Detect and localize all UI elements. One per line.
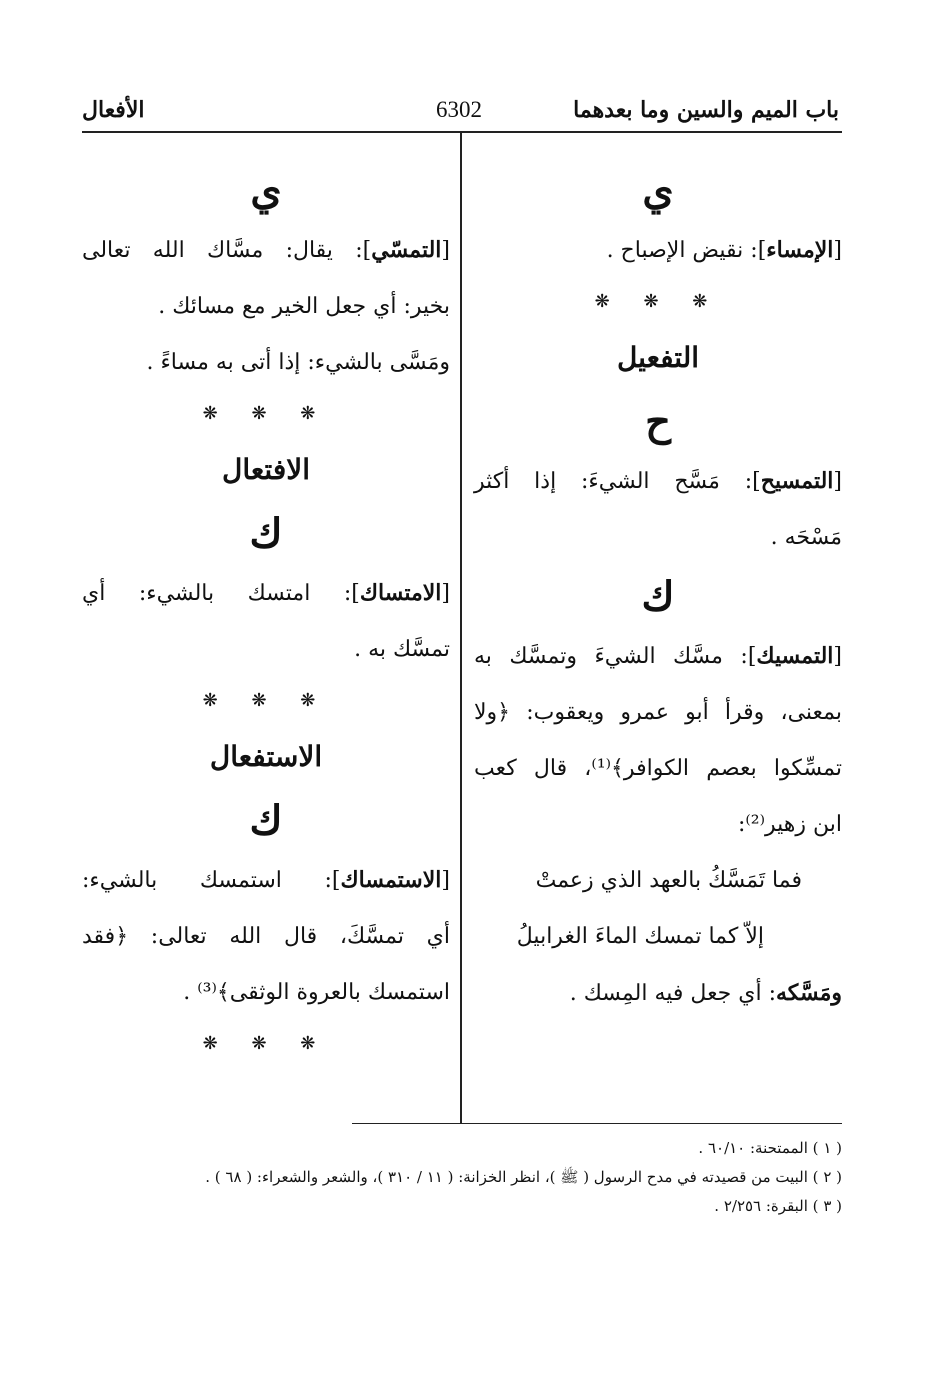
section-separator: ❋ ❋ ❋ xyxy=(202,1033,330,1054)
entry-line: تمسِّكوا بعصم الكوافر﴾⁽¹⁾، قال كعب xyxy=(474,756,842,781)
entry-text: : يقال: مسَّاك الله تعالى xyxy=(82,238,363,263)
section-title: التفعيل xyxy=(616,341,700,374)
entry-keyword: التمسيك xyxy=(756,643,834,669)
entry-line: [التمسيح]: مَسَّح الشيءَ: إذا أكثر xyxy=(474,468,842,494)
entry-text: : نقيض الإصباح . xyxy=(606,238,758,263)
entry-line: بخير: أي جعل الخير مع مسائك . xyxy=(158,294,450,319)
footnote: ( ٢ ) البيت من قصيدته في مدح الرسول ( ﷺ )، انظر الخزانة: ( ١١ / ٣١٠ )، والشعر والشعراء: ( ٦٨ ) . xyxy=(205,1168,842,1186)
entry-text: : استمسك بالشيء: xyxy=(82,868,332,893)
entry-line: ابن زهير⁽²⁾: xyxy=(737,812,842,837)
entry-keyword: التمسّي xyxy=(371,237,442,263)
footnote: ( ١ ) الممتحنة: ٦٠/١٠ . xyxy=(698,1139,842,1157)
right-column xyxy=(474,160,842,1022)
letter-heading: ك xyxy=(641,573,675,620)
letter-heading: ي xyxy=(250,167,282,214)
entry-line: ومَسَّى بالشيء: إذا أتى به مساءً . xyxy=(146,350,450,375)
footnote: ( ٣ ) البقرة: ٢/٢٥٦ . xyxy=(714,1197,842,1215)
entry-line: [الاستمساك]: استمسك بالشيء: xyxy=(82,867,450,893)
section-title: الافتعال xyxy=(222,453,310,486)
entry-keyword: الامتساك xyxy=(359,580,442,606)
running-header-section: الأفعال xyxy=(82,97,145,123)
entry-line: [الإمساء]: نقيض الإصباح . xyxy=(606,237,842,263)
footnote-rule xyxy=(352,1123,842,1124)
entry-text: : امتسك بالشيء: أي xyxy=(82,581,352,606)
entry-keyword: الإمساء xyxy=(766,237,834,263)
entry-keyword: التمسيح xyxy=(760,468,834,494)
footnotes xyxy=(102,1134,842,1221)
letter-heading: ك xyxy=(249,510,283,557)
entry-line: مَسْحَه . xyxy=(770,525,842,550)
section-separator: ❋ ❋ ❋ xyxy=(594,291,722,312)
entry-line: استمسك بالعروة الوثقى﴾⁽³⁾ . xyxy=(183,980,450,1005)
verse-hemistich: إلاّ كما تمسك الماءَ الغرابيلُ xyxy=(516,924,764,949)
entry-keyword: ومَسَّكه xyxy=(776,980,842,1006)
entry-line: بمعنى، وقرأ أبو عمرو ويعقوب: ﴿ولا xyxy=(474,700,842,725)
section-separator: ❋ ❋ ❋ xyxy=(202,690,330,711)
letter-heading: ك xyxy=(249,797,283,844)
column-divider xyxy=(460,133,462,1123)
page-number: 6302 xyxy=(436,97,482,122)
entry-keyword: الاستمساك xyxy=(340,867,442,893)
entry-line: [التمسيك]: مسَّك الشيءَ وتمسَّك به xyxy=(474,643,842,669)
entry-text: : مَسَّح الشيءَ: إذا أكثر xyxy=(474,469,753,494)
section-separator: ❋ ❋ ❋ xyxy=(202,403,330,424)
letter-heading: ح xyxy=(645,398,671,445)
entry-line: [التمسّي]: يقال: مسَّاك الله تعالى xyxy=(82,237,450,263)
entry-line: [الامتساك]: امتسك بالشيء: أي xyxy=(82,580,450,606)
verse-hemistich: فما تَمَسَّكُ بالعهد الذي زعمتْ xyxy=(535,868,802,893)
entry-text: : أي جعل فيه المِسك . xyxy=(569,981,777,1006)
left-column xyxy=(82,160,450,1067)
entry-text: : مسَّك الشيءَ وتمسَّك به xyxy=(474,644,748,669)
entry-line: أي تمسَّكَ، قال الله تعالى: ﴿فقد xyxy=(82,924,450,949)
header-rule xyxy=(82,131,842,133)
letter-heading: ي xyxy=(642,167,674,214)
running-header-chapter: باب الميم والسين وما بعدهما xyxy=(573,97,839,123)
entry-line: تمسَّك به . xyxy=(354,637,450,662)
entry-line xyxy=(474,965,842,1022)
section-title: الاستفعال xyxy=(209,740,323,773)
